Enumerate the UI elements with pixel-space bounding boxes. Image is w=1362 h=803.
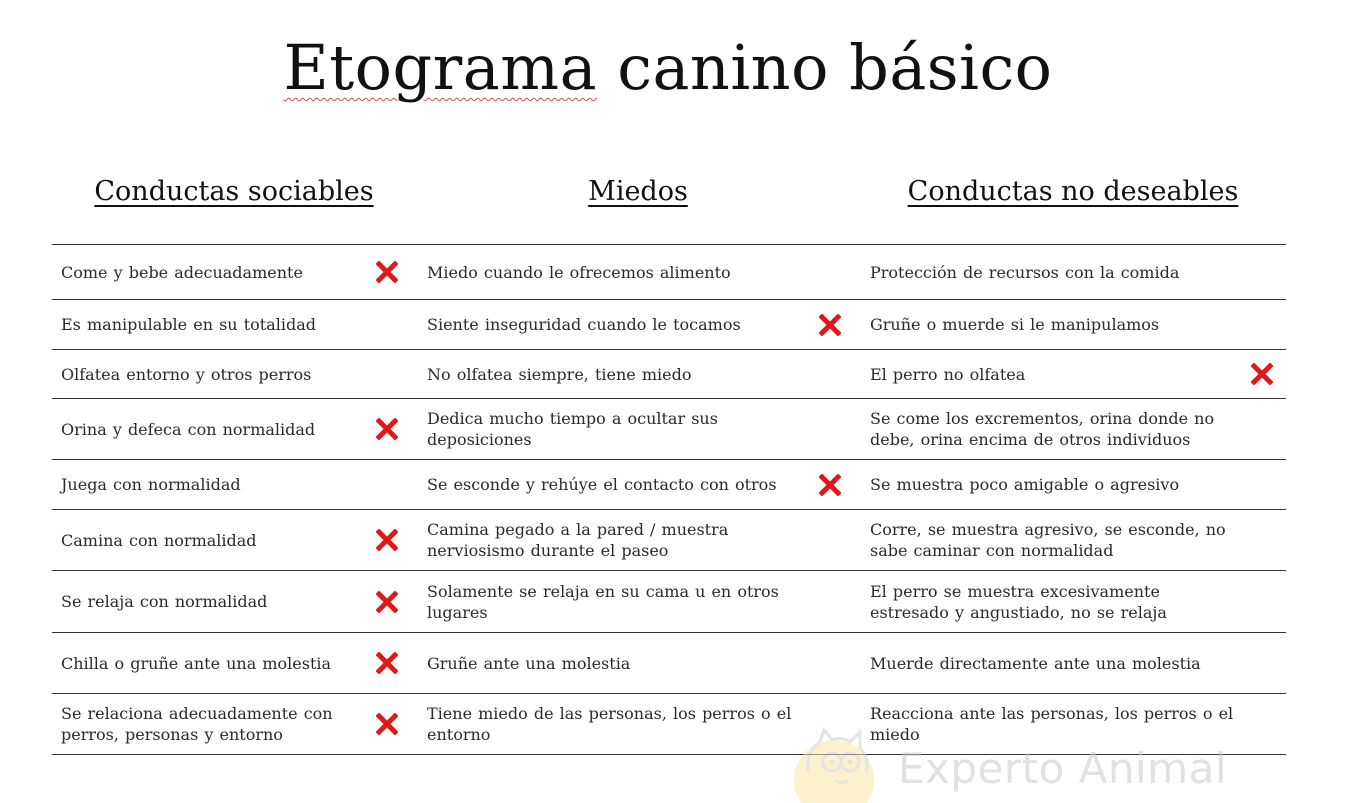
table-cell: Tiene miedo de las personas, los perros o el entorno xyxy=(427,704,792,744)
watermark-text: Experto Animal xyxy=(898,744,1228,793)
header-conductas-no-deseables: Conductas no deseables xyxy=(907,176,1239,207)
red-x-icon xyxy=(819,474,841,496)
etogram-table xyxy=(52,244,1286,755)
table-cell: El perro se muestra excesivamente estresado y angustiado, no se relaja xyxy=(870,581,1167,622)
table-cell: Camina pegado a la pared / muestra nerviosismo durante el paseo xyxy=(427,520,729,560)
table-cell: Dedica mucho tiempo a ocultar sus deposiciones xyxy=(427,409,718,449)
table-cell: Corre, se muestra agresivo, se esconde, no sabe caminar con normalidad xyxy=(870,520,1226,560)
table-cell: Orina y defeca con normalidad xyxy=(61,419,316,439)
title-rest: canino básico xyxy=(597,31,1053,104)
table-row xyxy=(52,300,1286,350)
table-cell: Se relaja con normalidad xyxy=(61,592,268,611)
table-row xyxy=(52,510,1286,571)
experto-animal-watermark xyxy=(786,724,1256,803)
table-row xyxy=(52,633,1286,694)
red-x-icon xyxy=(376,591,398,613)
table-cell: Olfatea entorno y otros perros xyxy=(61,364,312,384)
table-cell: Come y bebe adecuadamente xyxy=(61,262,303,282)
red-x-icon xyxy=(376,652,398,674)
header-conductas-sociables: Conductas sociables xyxy=(94,176,374,207)
table-cell: Se relaciona adecuadamente con perros, personas y entorno xyxy=(61,704,333,744)
table-cell: Muerde directamente ante una molestia xyxy=(870,653,1201,673)
table-row xyxy=(52,245,1286,300)
table-cell: Miedo cuando le ofrecemos alimento xyxy=(427,262,731,282)
red-x-icon xyxy=(376,261,398,283)
table-cell: No olfatea siempre, tiene miedo xyxy=(427,364,692,384)
table-cell: Siente inseguridad cuando le tocamos xyxy=(427,315,741,334)
red-x-icon xyxy=(376,713,398,735)
table-cell: Protección de recursos con la comida xyxy=(870,262,1180,282)
table-row xyxy=(52,571,1286,633)
table-cell: Gruñe ante una molestia xyxy=(427,653,631,673)
table-cell: Se esconde y rehúye el contacto con otros xyxy=(427,475,777,494)
table-row xyxy=(52,460,1286,510)
table-row xyxy=(52,350,1286,399)
table-cell: Es manipulable en su totalidad xyxy=(61,315,316,334)
table-cell: Camina con normalidad xyxy=(61,530,257,550)
table-cell: Reacciona ante las personas, los perros o el miedo xyxy=(870,704,1234,744)
table-cell: Se come los excrementos, orina donde no debe, orina encima de otros individuos xyxy=(870,409,1215,449)
page-title xyxy=(0,28,1336,108)
cat-logo-icon xyxy=(786,724,896,803)
red-x-icon xyxy=(376,529,398,551)
table-cell: Chilla o gruñe ante una molestia xyxy=(61,653,332,673)
red-x-icon xyxy=(819,314,841,336)
title-word-etograma: Etograma xyxy=(283,31,598,104)
table-row xyxy=(52,399,1286,460)
header-miedos: Miedos xyxy=(588,176,688,207)
red-x-icon xyxy=(1251,363,1273,385)
table-cell: Juega con normalidad xyxy=(61,475,241,494)
table-cell: Se muestra poco amigable o agresivo xyxy=(870,475,1180,494)
table-cell: El perro no olfatea xyxy=(870,364,1026,384)
red-x-icon xyxy=(376,418,398,440)
table-cell: Gruñe o muerde si le manipulamos xyxy=(870,315,1160,334)
table-cell: Solamente se relaja en su cama u en otros lugares xyxy=(427,581,779,622)
